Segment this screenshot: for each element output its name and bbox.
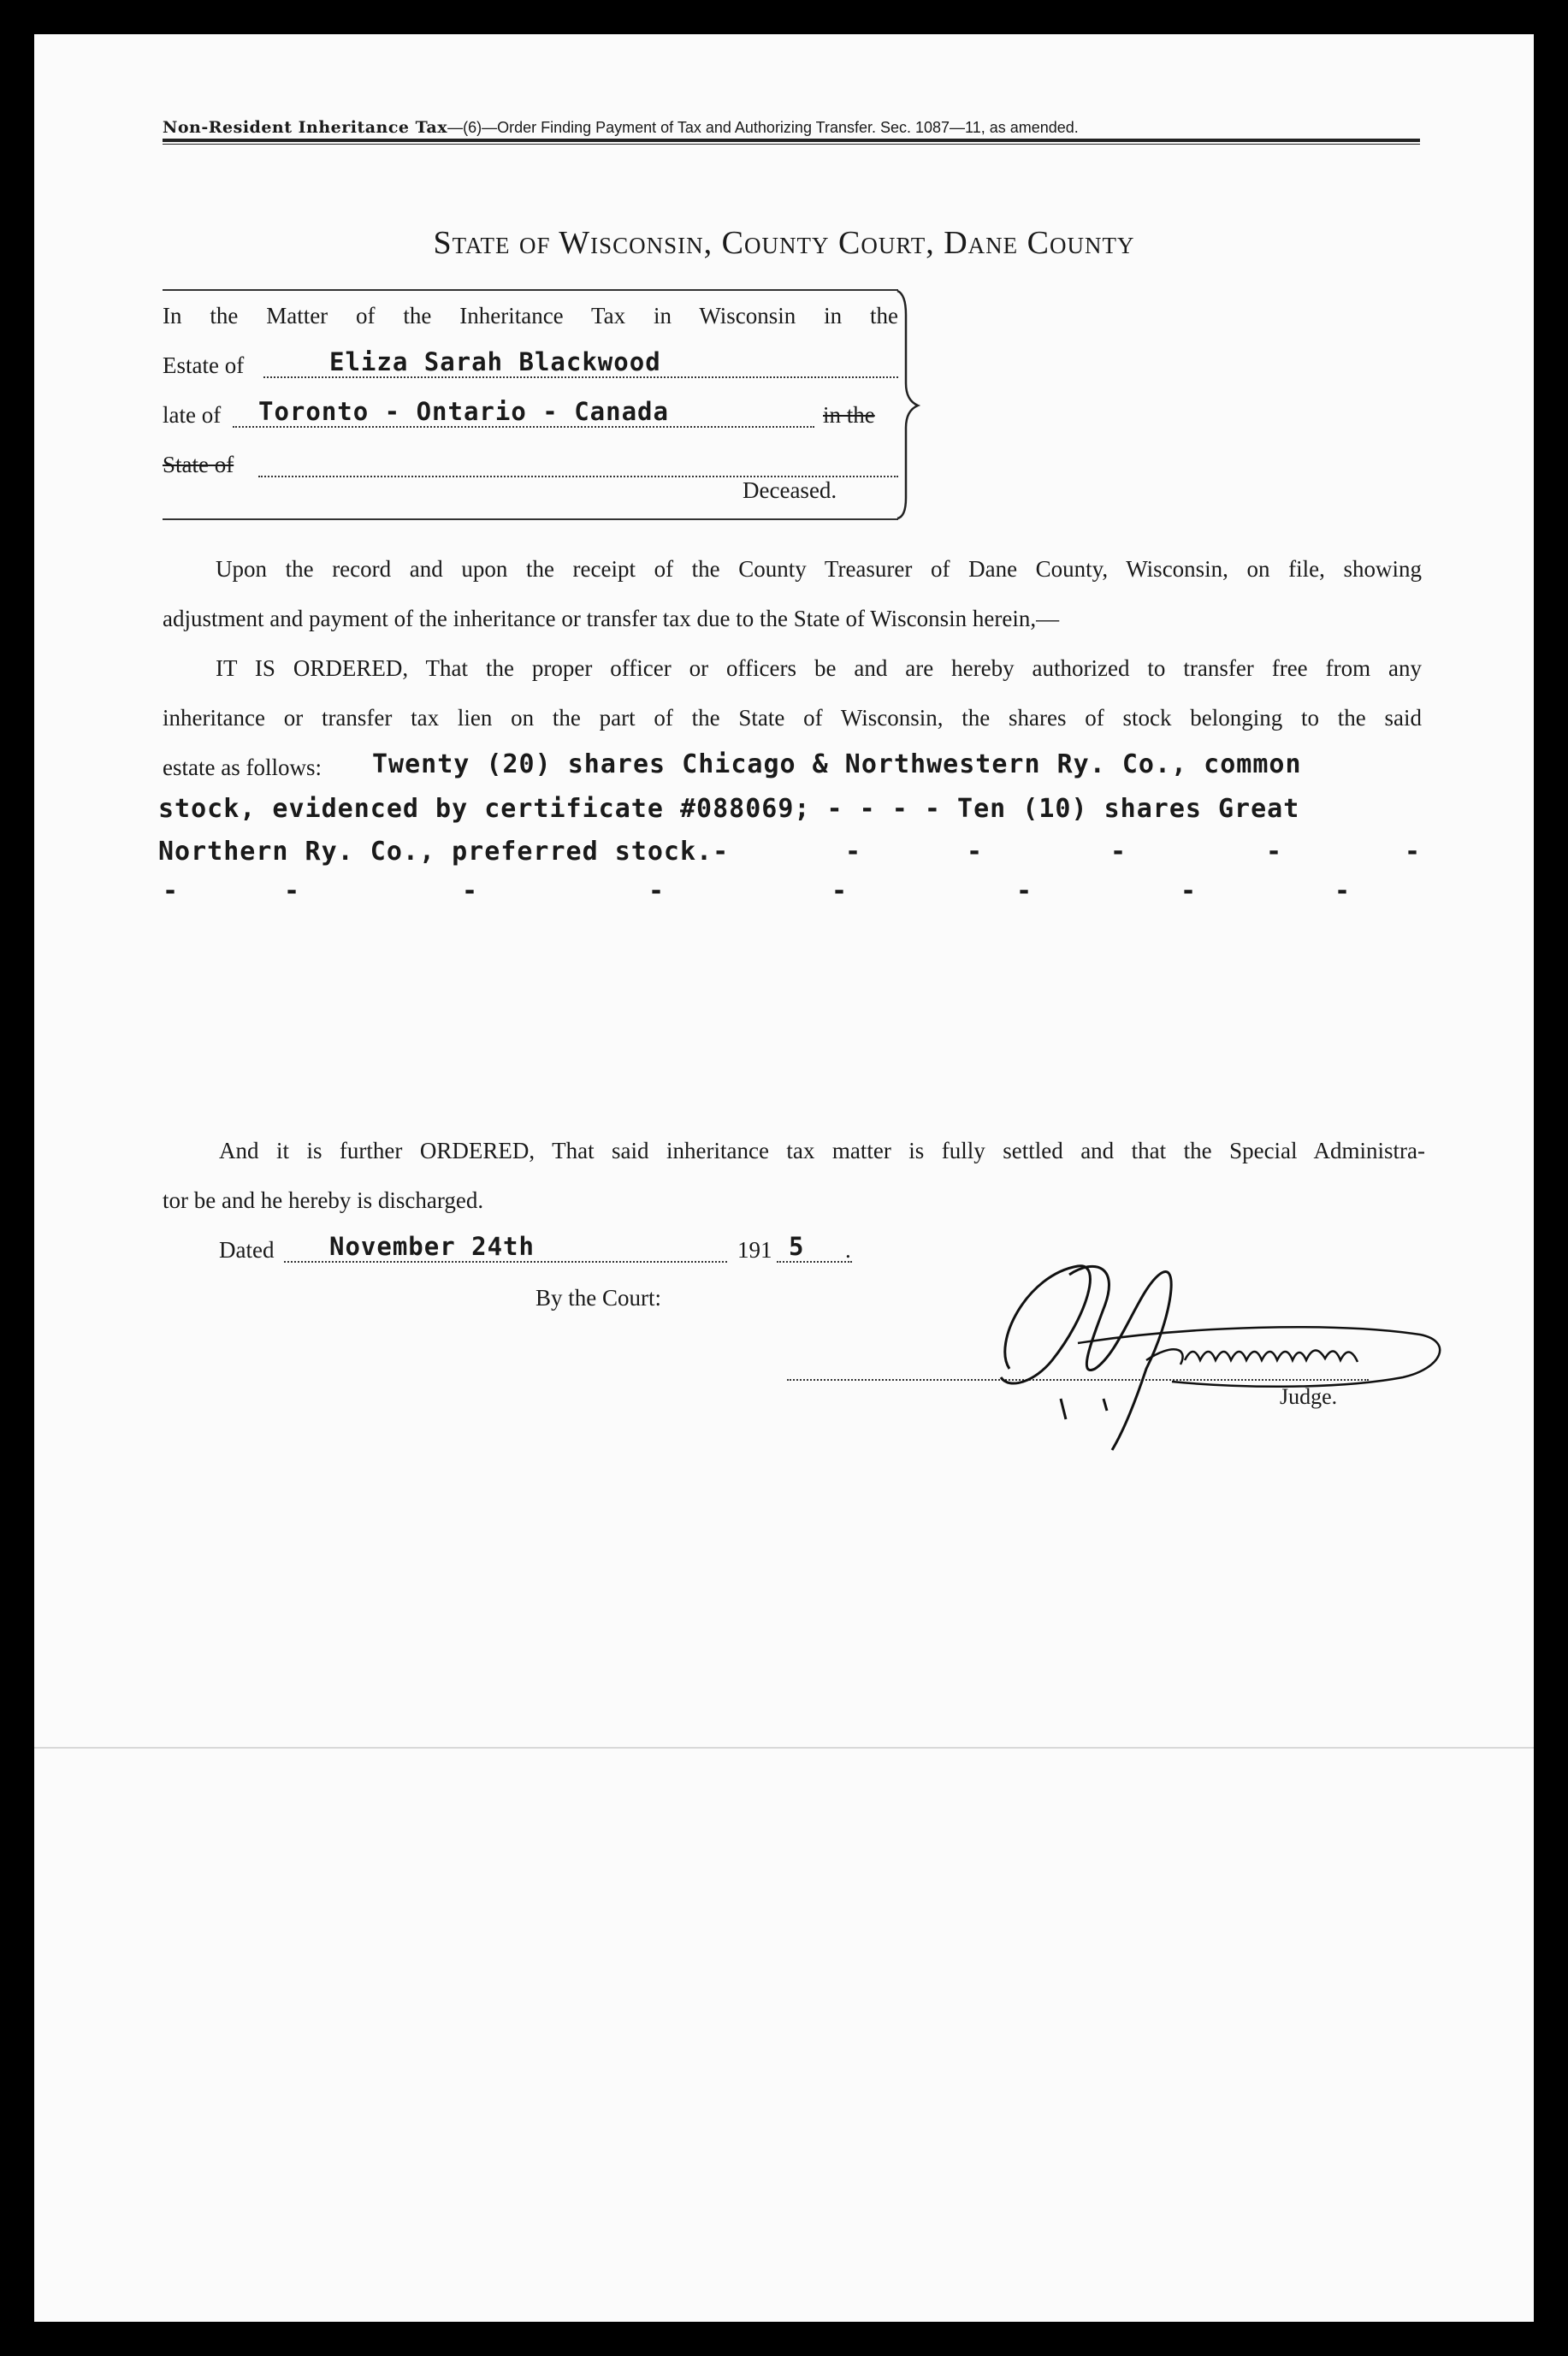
estate-name: Eliza Sarah Blackwood [329,347,661,376]
para2-line1: IT IS ORDERED, That the proper officer or officers be and are hereby authorized to transfer free from any [216,655,1422,681]
filler-dash: - [648,876,665,906]
document-page [34,34,1534,2322]
court-title: State of Wisconsin, County Court, Dane County [433,225,1135,261]
year-dotted-line [777,1261,852,1263]
form-header [163,118,1079,137]
judge-signature [975,1240,1471,1454]
typed-line-2: stock, evidenced by certificate #088069; - - - - Ten (10) shares Great [158,794,1300,824]
typed-line-1: Twenty (20) shares Chicago & Northwestern Ry. Co., common [372,749,1302,779]
judge-label: Judge. [1280,1384,1338,1409]
estate-label: Estate of [163,352,245,378]
late-of-value: Toronto - Ontario - Canada [258,397,669,426]
header-rule [163,139,1420,145]
fold-line [34,1747,1534,1749]
state-of-struck: State of [163,452,234,477]
late-of-dotted-line [233,426,814,428]
dated-suffix: . [845,1237,851,1263]
in-the-struck: in the [823,402,875,428]
date-value: November 24th [329,1232,535,1261]
filler-dash: - [1180,876,1197,906]
late-of-label: late of [163,402,222,428]
estate-dotted-line [263,376,898,378]
filler-dash: - [845,837,861,867]
form-name: Non-Resident Inheritance Tax [163,118,448,137]
para1-line1: Upon the record and upon the receipt of the County Treasurer of Dane County, Wisconsin, on file, showing [216,556,1422,582]
filler-dash: - [1016,876,1033,906]
year-prefix: 191 [737,1237,772,1263]
filler-dash: - [163,876,179,906]
caption-top-rule [163,289,898,291]
para3-line1: And it is further ORDERED, That said inheritance tax matter is fully settled and that the Special Administra- [219,1138,1425,1163]
signature-text: A.G. Zimmerman [1223,1369,1230,1370]
filler-dash: - [831,876,848,906]
caption-bracket [894,289,928,520]
date-dotted-line [284,1261,727,1263]
year-digit: 5 [789,1232,805,1261]
caption-bottom-rule [163,518,898,520]
filler-dash: - [284,876,300,906]
by-the-court: By the Court: [535,1285,661,1311]
para1-line2: adjustment and payment of the inheritance or transfer tax due to the State of Wisconsin herein,— [163,606,1060,631]
para2-line2: inheritance or transfer tax lien on the part of the State of Wisconsin, the shares of stock belonging to the said [163,705,1422,731]
deceased-label: Deceased. [743,477,837,503]
filler-dash: - [967,837,983,867]
form-detail: —(6)—Order Finding Payment of Tax and Authorizing Transfer. Sec. 1087—11, as amended. [447,119,1079,136]
para3-line2: tor be and he hereby is discharged. [163,1187,484,1213]
para2-line3-lead: estate as follows: [163,755,322,780]
matter-line: In the Matter of the Inheritance Tax in Wisconsin in the [163,303,898,329]
filler-dash: - [1334,876,1351,906]
dated-label: Dated [219,1237,275,1263]
filler-dash: - [1110,837,1127,867]
typed-line-3: Northern Ry. Co., preferred stock.- [158,837,730,867]
filler-dash: - [462,876,478,906]
filler-dash: - [1405,837,1421,867]
filler-dash: - [1266,837,1282,867]
